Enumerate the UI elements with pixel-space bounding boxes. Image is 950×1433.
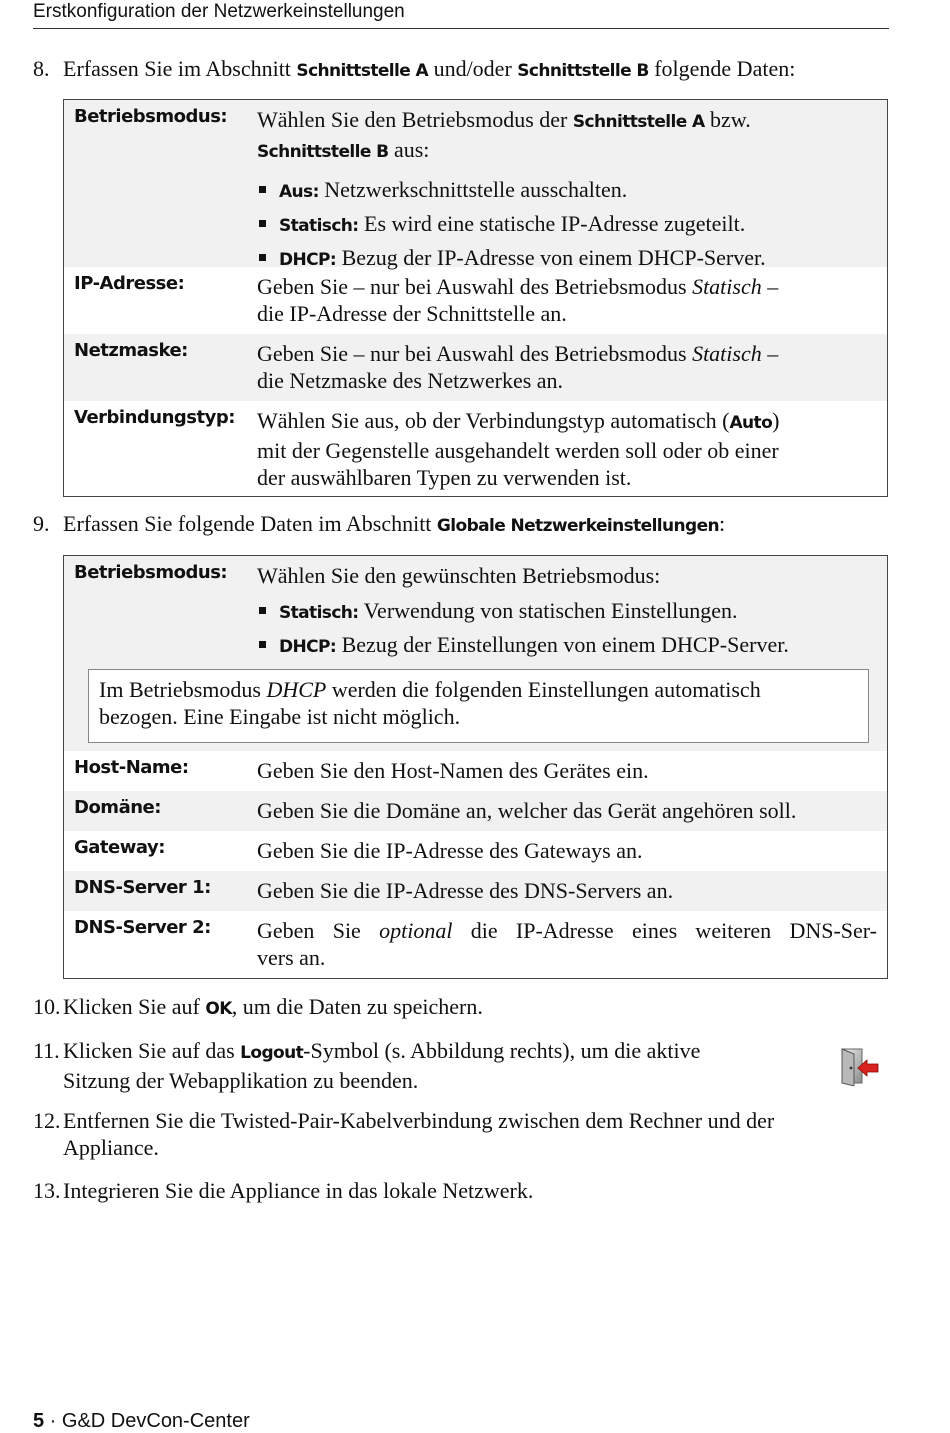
row-label: DNS-Server 1: (74, 877, 211, 898)
step-text-part: Entfernen Sie die Twisted-Pair-Kabelverbindung zwischen dem Rechner und der (63, 1108, 775, 1133)
desc-text: vers an. (257, 945, 326, 970)
note-box (88, 669, 869, 743)
step-text-part: Klicken Sie auf (63, 994, 206, 1019)
row-label: Host-Name: (74, 757, 189, 778)
row-description: Geben Sie den Host-Namen des Gerätes ein. (257, 758, 649, 783)
emphasis: Statisch (692, 274, 762, 299)
settings-table-global (63, 555, 888, 979)
step-text-part: , um die Daten zu speichern. (231, 994, 483, 1019)
step-number: 8. (33, 56, 50, 81)
keyword: Aus: (279, 182, 319, 202)
keyword: DHCP: (279, 250, 337, 270)
logout-icon (840, 1046, 880, 1086)
row-description (257, 273, 877, 327)
desc-text: Geben Sie – nur bei Auswahl des Betriebsmodus (257, 274, 693, 299)
step-text: Integrieren Sie die Appliance in das lokale Netzwerk. (63, 1178, 534, 1203)
desc-text: Wählen Sie aus, ob der Verbindungstyp automatisch ( (257, 408, 730, 433)
desc-text: ) (772, 408, 780, 433)
row-description (257, 562, 877, 661)
page-header (33, 0, 889, 29)
desc-text: aus: (388, 137, 430, 162)
step-text (63, 510, 893, 540)
step-text (63, 1037, 893, 1094)
step-text-part: : (719, 511, 726, 536)
list-item (257, 631, 877, 661)
list-item (257, 597, 877, 627)
desc-text: der auswählbaren Typen zu verwenden ist. (257, 465, 632, 490)
row-description (257, 340, 877, 394)
desc-text: – (761, 341, 779, 366)
keyword: Schnittstelle B (257, 142, 389, 162)
desc-text: – (761, 274, 779, 299)
page-footer (33, 1410, 250, 1433)
table-row (64, 911, 887, 978)
keyword: Statisch: (279, 216, 359, 236)
row-label: Betriebsmodus: (74, 562, 228, 583)
page-number: 5 (33, 1410, 45, 1432)
row-label: Verbindungstyp: (74, 407, 235, 428)
step-text (63, 1107, 893, 1161)
table-row (64, 267, 887, 334)
row-description: Geben Sie die IP-Adresse des DNS-Servers an. (257, 878, 674, 903)
table-row (64, 556, 887, 751)
keyword: OK (205, 999, 232, 1019)
emphasis: Statisch (692, 341, 762, 366)
keyword: Schnittstelle A (296, 61, 429, 81)
step-text (63, 993, 893, 1023)
emphasis: DHCP (266, 677, 327, 702)
step-number: 11. (33, 1038, 60, 1063)
row-description (257, 407, 877, 491)
row-label: Betriebsmodus: (74, 106, 228, 127)
note-text: Im Betriebsmodus (99, 677, 267, 702)
row-label: Gateway: (74, 837, 165, 858)
step-number: 13. (33, 1178, 61, 1203)
note-text: bezogen. Eine Eingabe ist nicht möglich. (99, 704, 461, 729)
step-text-part: Klicken Sie auf das (63, 1038, 241, 1063)
desc-text: die IP-Adresse der Schnittstelle an. (257, 301, 567, 326)
table-row (64, 401, 887, 496)
step-text-part: Appliance. (63, 1135, 159, 1160)
desc-text: Geben Sie (257, 918, 380, 943)
header-title: Erstkonfiguration der Netzwerkeinstellungen (33, 1, 405, 22)
step-text-part: Sitzung der Webapplikation zu beenden. (63, 1068, 419, 1093)
step-text-part: Erfassen Sie folgende Daten im Abschnitt (63, 511, 437, 536)
desc-text: Netzwerkschnittstelle ausschalten. (318, 177, 628, 202)
emphasis: optional (379, 918, 453, 943)
desc-text: Wählen Sie den gewünschten Betriebsmodus: (257, 563, 661, 588)
row-label: IP-Adresse: (74, 273, 185, 294)
list-item (257, 176, 877, 206)
row-label: Netzmaske: (74, 340, 188, 361)
table-row (64, 751, 887, 791)
list-item (257, 210, 877, 240)
keyword: Schnittstelle B (517, 61, 649, 81)
desc-text: die IP-Adresse eines weiteren DNS-Ser- (452, 918, 877, 943)
table-row (64, 791, 887, 831)
desc-text: Bezug der IP-Adresse von einem DHCP-Server. (336, 245, 766, 270)
step-text (63, 55, 893, 85)
note-text: werden die folgenden Einstellungen automatisch (326, 677, 761, 702)
settings-table-interfaces (63, 99, 888, 497)
table-row (64, 334, 887, 401)
row-label: Domäne: (74, 797, 161, 818)
keyword: Schnittstelle A (572, 112, 705, 132)
desc-text: bzw. (704, 107, 751, 132)
desc-text: Verwendung von statischen Einstellungen. (358, 598, 738, 623)
table-row (64, 871, 887, 911)
row-description: Geben Sie die Domäne an, welcher das Gerät angehören soll. (257, 798, 797, 823)
keyword: Logout (240, 1043, 304, 1063)
keyword: DHCP: (279, 637, 337, 657)
table-row (64, 831, 887, 871)
step-text-part: folgende Daten: (648, 56, 796, 81)
row-description (257, 917, 877, 971)
step-number: 12. (33, 1108, 61, 1133)
desc-text: die Netzmaske des Netzwerkes an. (257, 368, 564, 393)
row-description (257, 106, 877, 274)
desc-text: Geben Sie – nur bei Auswahl des Betriebsmodus (257, 341, 693, 366)
step-text-part: -Symbol (s. Abbildung rechts), um die aktive (303, 1038, 701, 1063)
footer-separator: · (44, 1410, 62, 1432)
row-description: Geben Sie die IP-Adresse des Gateways an. (257, 838, 643, 863)
step-text-part: Erfassen Sie im Abschnitt (63, 56, 297, 81)
step-text-part: und/oder (428, 56, 518, 81)
table-row (64, 100, 887, 270)
step-number: 9. (33, 511, 50, 536)
keyword: Statisch: (279, 603, 359, 623)
footer-title: G&D DevCon-Center (61, 1410, 250, 1432)
row-label: DNS-Server 2: (74, 917, 211, 938)
keyword: Auto (729, 413, 773, 433)
desc-text: mit der Gegenstelle ausgehandelt werden soll oder ob einer (257, 438, 779, 463)
desc-text: Es wird eine statische IP-Adresse zugeteilt. (358, 211, 746, 236)
keyword: Globale Netzwerkeinstellungen (436, 516, 720, 536)
desc-text: Wählen Sie den Betriebsmodus der (257, 107, 573, 132)
step-number: 10. (33, 994, 61, 1019)
desc-text: Bezug der Einstellungen von einem DHCP-Server. (336, 632, 789, 657)
